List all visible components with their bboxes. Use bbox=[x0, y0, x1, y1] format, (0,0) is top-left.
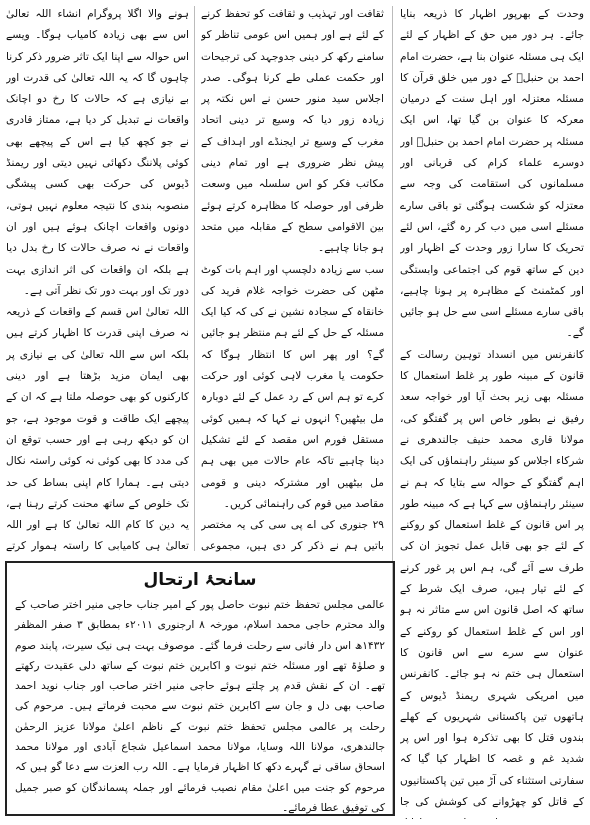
paragraph: ثقافت اور تہذیب و ثقافت کو تحفظ کرنے کے لئے ہے اور ہمیں اس عومی تناظر کو سامنے رکھ کر دینی جدوجہد کی ترجیحات اور حکمت عملی طے کرنا ہوگی۔ صدر اجلاس سید منور حسن نے اس نکتہ پر زیادہ زور دیا کہ وسیع تر دینی اتحاد مغرب کے وسیع تر ایجنڈے اور اہداف کے پیش نظر ضروری ہے اور تمام دینی مکاتب فکر کو اس سلسلہ میں وسعت ظرفی اور حوصلہ کا مظاہرہ کرتے ہوئے بین الاقوامی سطح کے مقابلہ میں متحد ہو جانا چاہیے۔ bbox=[201, 8, 384, 255]
obituary-notice-box bbox=[5, 561, 395, 816]
column-right bbox=[400, 4, 584, 819]
notice-title: سانحۂ ارتحال bbox=[143, 570, 257, 590]
paragraph: اللہ تعالیٰ اس قسم کے واقعات کے ذریعہ نہ صرف اپنی قدرت کا اظہار کرتے ہیں بلکہ اس سے اللہ تعالیٰ کی بے نیازی پر بھی ایمان مزید بڑھتا ہے اور دینی کارکنوں کو بھی حوصلہ ملتا ہے کہ ان کے پیچھے ایک طاقت و قوت موجود ہے، جو ان کو دیکھ رہی ہے اور حسب توقع ان کی مدد کا بھی کوئی نہ کوئی راستہ نکال دیتی ہے۔ ہمارا کام اپنی بساط کی حد تک خلوص کے ساتھ محنت کرتے رہنا ہے، یہ دین کا کام اللہ تعالیٰ کا ہے اور اللہ تعالیٰ ہی کامیابی کا راستہ ہموار کرتے bbox=[6, 306, 189, 553]
paragraph: ۲۹ جنوری کی اے پی سی کی یہ مختصر باتیں ہم نے ذکر کر دی ہیں، مجموعی bbox=[201, 519, 384, 553]
column-left bbox=[6, 4, 189, 557]
paragraph: وحدت کے بھرپور اظہار کا ذریعہ بنایا جائے۔ ہر دور میں حق کے اظہار کے لئے ایک ہی مسئلہ عنوان بنا ہے، حضرت امام احمد بن حنبلؒ کے دور میں خلق قرآن کا مسئلہ معتزلہ اور اہل سنت کے درمیان معرکہ کا عنوان بن گیا تھا، اس ایک مسئلہ پر حضرت امام احمد بن حنبلؒ اور دوسرے علماء کرام کی قربانی اور مسلمانوں کی استقامت کی وجہ سے معتزلہ کو شکست ہوگئی تو باقی سارے مسئلے اسی میں دب کر رہ گئے، اس لئے تحریک کا سارا زور وحدت کے اظہار اور دین کے ساتھ قوم کی اجتماعی وابستگی اور کمٹمنٹ کے مظاہرہ پر ہونا چاہیے، باقی سارے مسئلے اسی سے حل ہو جائیں گے۔ bbox=[400, 8, 584, 340]
paragraph: سب سے زیادہ دلچسپ اور اہم بات کوٹ مٹھن کی حضرت خواجہ غلام فرید کی خانقاہ کے سجادہ نشین نے کی کہ کیا ایک مسئلہ کے حل کے لئے ہم منتظر ہو جائیں گے؟ اور پھر اس کا انتظار ہوگا کہ حکومت یا مغرب لاہی کوئی اور حرکت کرے تو ہم اس کے رد عمل کے لئے دوبارہ مل بیٹھیں؟ انہوں نے کہا کہ ہمیں کوئی مستقل فورم اس مقصد کے لئے تشکیل دینا چاہیے تاکہ عام حالات میں بھی ہم مل بیٹھیں اور مشترکہ دینی و قومی مقاصد میں قوم کی راہنمائی کریں۔ bbox=[201, 263, 384, 510]
column-middle bbox=[201, 4, 384, 557]
notice-text: عالمی مجلس تحفظ ختم نبوت حاصل پور کے امیر جناب حاجی منیر اختر صاحب کے والد محترم حاجی محمد اسلام، مورخہ ۸ ارجنوری ۲۰۱۱ء بمطابق ۳ صفر المظفر ۱۴۳۲ھ اس دار فانی سے رحلت فرما گئے۔ موصوف بہت ہی نیک سیرت، پابند صوم و صلوٰۃ تھے اور مسئلہ ختم نبوت و اکابرین ختم نبوت کے ساتھ دلی عقیدت رکھتے تھے۔ ان کے نقش قدم پر چلتے ہوئے حاجی منیر اختر صاحب اور جناب نوید احمد صاحب بھی دل و جان سے اکابرین ختم نبوت سے محبت فرماتے ہیں۔ مرحوم کی رحلت پر عالمی مجلس تحفظ ختم نبوت کے ناظم اعلیٰ مولانا عزیز الرحمٰن جالندھری، مولانا اللہ وسایا، مولانا محمد اسماعیل شجاع آبادی اور مولانا محمد اسحاق ساقی نے گہرے دکھ کا اظہار فرمایا ہے۔ اللہ رب العزت سے دعا گو ہیں کہ مرحوم کو جنت میں اعلیٰ مقام نصیب فرمائے اور جملہ پسماندگان کو صبر جمیل کی توفیق عطا فرمائے۔ bbox=[15, 599, 385, 814]
paragraph: کانفرنس میں انسداد توہین رسالت کے قانون کے مبینہ طور پر غلط استعمال کا مسئلہ بھی زیر بحث آیا اور خواجہ سعد رفیق نے بطور خاص اس پر گفتگو کی، مولانا قاری محمد حنیف جالندھری نے شرکاء اجلاس کو سینئر راہنماؤں کی ایک اہم گفتگو کے حوالہ سے بتایا کہ ہم نے سینئر راہنماؤں سے کہا ہے کہ مبینہ طور پر اس قانون کے غلط استعمال کو روکنے کے لئے جو بھی قابل عمل تجویز ان کی طرف سے آئے گی، ہم اس پر غور کرنے کے لئے تیار ہیں، صرف ایک شرط کے ساتھ کہ اصل قانون اس سے متاثر نہ ہو اور اس کے غلط استعمال کو روکنے کے عنوان سے سرے سے اس قانون کا استعمال ہی ختم نہ ہو جائے۔ کانفرنس میں امریکی شہری ریمنڈ ڈیوس کے ہاتھوں تین پاکستانی شہریوں کے کھلے بندوں قتل کا بھی تذکرہ ہوا اور اس پر شدید غم و غصہ کا اظہار کیا گیا کہ سفارتی استثناء کی آڑ میں تین پاکستانیوں کے قاتل کو چھڑوانے کی کوشش کی جا bbox=[400, 348, 584, 808]
paragraph: ہونے والا اگلا پروگرام انشاء اللہ تعالیٰ اس سے بھی زیادہ کامیاب ہوگا۔ ویسے اس حوالہ سے اپنا ایک تاثر ضرور ذکر کرنا چاہوں گا کہ یہ اللہ تعالیٰ کی قدرت اور بے نیازی ہے کہ حالات کا رخ دو اچانک واقعات نے تبدیل کر دیا ہے، ممتاز قادری نے جو کچھ کیا ہے اس کے پیچھے بھی کوئی پلاننگ دکھائی نہیں دیتی اور ریمنڈ ڈیوس کی حرکت بھی کسی پیشگی منصوبہ بندی کا نتیجہ معلوم نہیں ہوتی، دونوں واقعات اچانک ہوئے ہیں اور ان واقعات نے نہ صرف حالات کا رخ بدل دیا ہے بلکہ ان واقعات کی اثر اندازی بہت دور تک اور بہت دور تک نظر آتی ہے۔ bbox=[6, 8, 189, 297]
column-divider bbox=[194, 6, 195, 551]
